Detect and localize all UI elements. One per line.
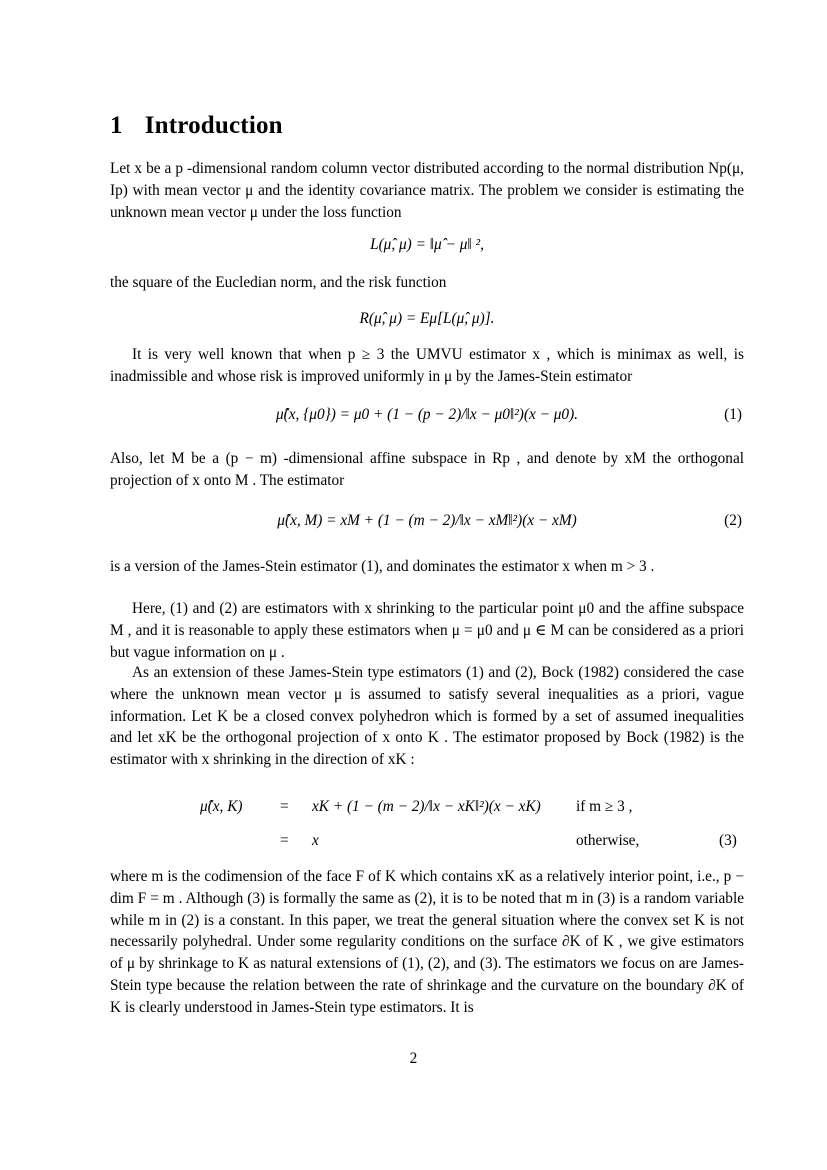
equation-3-equals-2: = — [280, 832, 289, 849]
risk-equation: R(μ̂, μ) = Eμ[L(μ̂, μ)]. — [359, 310, 495, 327]
equation-3-condition-2: otherwise, — [576, 832, 640, 849]
section-title: Introduction — [144, 112, 283, 139]
paragraph-6: Here, (1) and (2) are estimators with x shrinking to the particular point μ0 and the affine subspace M , and it is reasonable to apply these estimators when μ = μ0 and μ ∈ M can be considered as a priori but vague information on μ . — [110, 600, 744, 661]
equation-1: μ̂(x, {μ0}) = μ0 + (1 − (p − 2)/‖x − μ0‖²)(x − μ0). — [275, 406, 578, 423]
page-number: 2 — [409, 1050, 418, 1067]
paragraph-2: the square of the Eucledian norm, and the risk function — [110, 274, 447, 291]
equation-2-number: (2) — [724, 512, 742, 529]
paragraph-1: Let x be a p -dimensional random column vector distributed according to the normal distribution Np(μ, Ip) with mean vector μ and the identity covariance matrix. The problem we consider is estimating the unknown mean vector μ under the loss function — [110, 160, 744, 221]
equation-3-number: (3) — [719, 832, 737, 849]
section-number: 1 — [110, 112, 123, 139]
paragraph-3: It is very well known that when p ≥ 3 the UMVU estimator x , which is minimax as well, is inadmissible and whose risk is improved uniformly in μ by the James-Stein estimator — [110, 346, 744, 385]
equation-3-condition-1: if m ≥ 3 , — [576, 798, 633, 815]
equation-3-equals-1: = — [280, 798, 289, 815]
equation-3-lhs: μ̂(x, K) — [200, 798, 243, 815]
equation-1-number: (1) — [724, 406, 742, 423]
equation-3-rhs-1: xK + (1 − (m − 2)/‖x − xK‖²)(x − xK) — [312, 798, 541, 815]
paragraph-7: As an extension of these James-Stein type estimators (1) and (2), Bock (1982) considered the case where the unknown mean vector μ is assumed to satisfy several inequalities as a priori, vague information. Let K be a closed convex polyhedron which is formed by a set of assumed inequalities and let xK be the orthogonal projection of x onto K . The estimator proposed by Bock (1982) is the estimator with x shrinking in the direction of xK : — [110, 664, 744, 769]
section-heading — [110, 112, 283, 140]
equation-2: μ̂(x, M) = xM + (1 − (m − 2)/‖x − xM‖²)(x − xM) — [277, 512, 577, 529]
paragraph-4: Also, let M be a (p − m) -dimensional affine subspace in Rp , and denote by xM the orthogonal projection of x onto M . The estimator — [110, 450, 744, 489]
paragraph-8: where m is the codimension of the face F of K which contains xK as a relatively interior point, i.e., p − dim F = m . Although (3) is formally the same as (2), it is to be noted that m in (3) is a random variable while m in (2) is a constant. In this paper, we treat the general situation where the convex set K is not necessarily polyhedral. Under some regularity conditions on the surface ∂K of K , we give estimators of μ by shrinkage to K as natural extensions of (1), (2), and (3). The estimators we focus on are James-Stein type because the relation between the rate of shrinkage and the curvature on the boundary ∂K of K is clearly understood in James-Stein type estimators. It is — [110, 868, 744, 1016]
equation-3-rhs-2: x — [312, 832, 319, 849]
loss-equation: L(μ̂, μ) = ‖μ̂ − μ‖ ², — [370, 236, 484, 253]
paragraph-5: is a version of the James-Stein estimator (1), and dominates the estimator x when m > 3 . — [110, 558, 655, 575]
